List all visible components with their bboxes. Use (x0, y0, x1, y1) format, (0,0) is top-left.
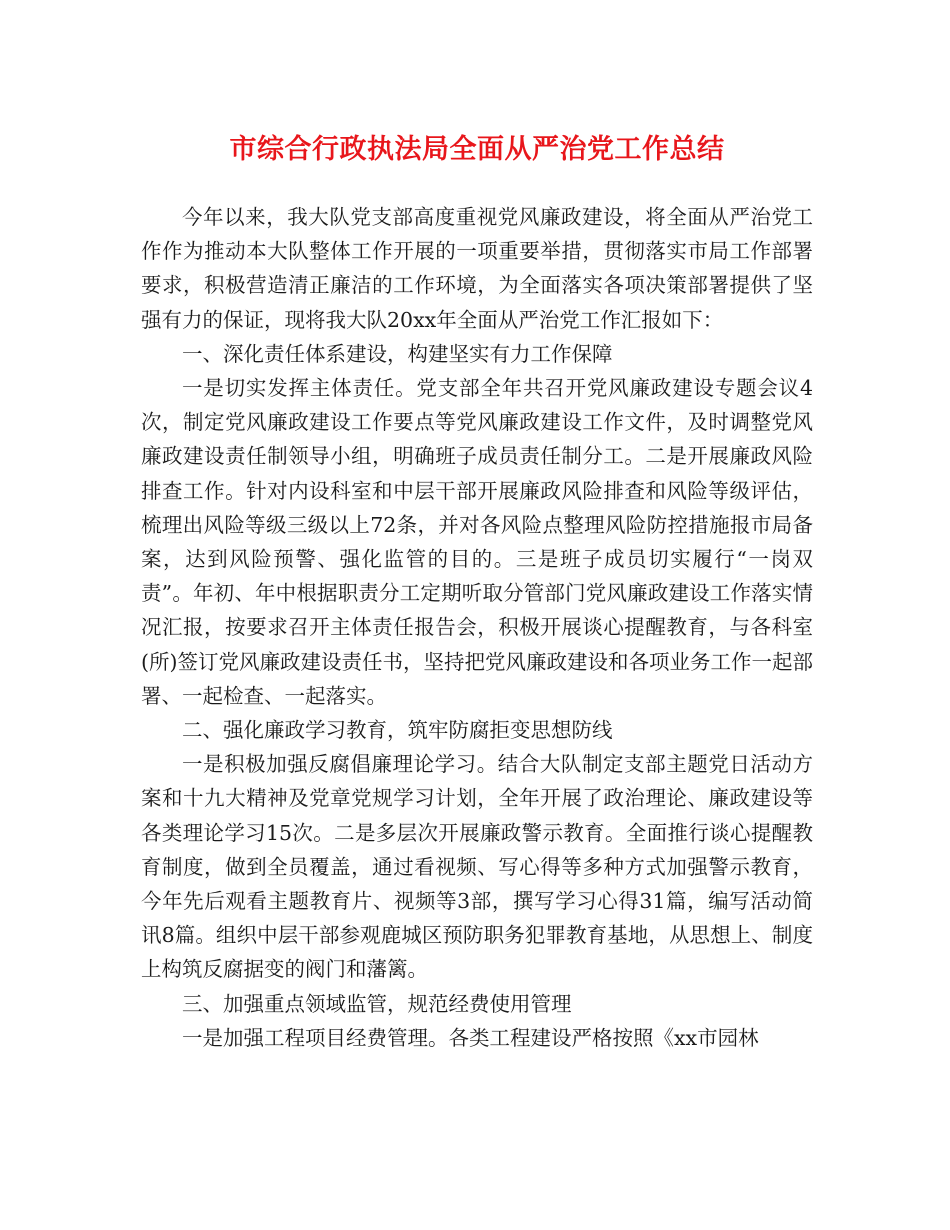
section-heading-2: 二、强化廉政学习教育，筑牢防腐拒变思想防线 (182, 718, 613, 743)
section-2-paragraph: 一是积极加强反腐倡廉理论学习。结合大队制定支部主题党日活动方案和十九大精神及党章党规学习计划，全年开展了政治理论、廉政建设等各类理论学习15次。二是多层次开展廉政警示教育。全面推行谈心提醒教育制度，做到全员覆盖，通过看视频、写心得等多种方式加强警示教育，今年先后观看主题教育片、视频等3部，撰写学习心得31篇，编写活动简讯8篇。组织中层干部参观鹿城区预防职务犯罪教育基地，从思想上、制度上构筑反腐据变的阀门和藩篱。 (141, 752, 813, 982)
intro-paragraph: 今年以来，我大队党支部高度重视党风廉政建设，将全面从严治党工作作为推动本大队整体工作开展的一项重要举措，贯彻落实市局工作部署要求，积极营造清正廉洁的工作环境，为全面落实各项决策部署提供了坚强有力的保证，现将我大队20xx年全面从严治党工作汇报如下： (141, 205, 813, 332)
section-heading-1: 一、深化责任体系建设，构建坚实有力工作保障 (182, 341, 613, 366)
section-3-paragraph: 一是加强工程项目经费管理。各类工程建设严格按照《xx市园林 (182, 1025, 759, 1050)
document-body (141, 200, 813, 1055)
document-title: 市综合行政执法局全面从严治党工作总结 (229, 134, 725, 165)
document-page (141, 126, 813, 1055)
section-heading-3: 三、加强重点领域监管，规范经费使用管理 (182, 991, 572, 1016)
section-1-paragraph: 一是切实发挥主体责任。党支部全年共召开党风廉政建设专题会议4次，制定党风廉政建设工作要点等党风廉政建设工作文件，及时调整党风廉政建设责任制领导小组，明确班子成员责任制分工。二是开展廉政风险排查工作。针对内设科室和中层干部开展廉政风险排查和风险等级评估，梳理出风险等级三级以上72条，并对各风险点整理风险防控措施报市局备案，达到风险预警、强化监管的目的。三是班子成员切实履行“一岗双责”。年初、年中根据职责分工定期听取分管部门党风廉政建设工作落实情况汇报，按要求召开主体责任报告会，积极开展谈心提醒教育，与各科室(所)签订党风廉政建设责任书，坚持把党风廉政建设和各项业务工作一起部署、一起检查、一起落实。 (141, 376, 813, 708)
